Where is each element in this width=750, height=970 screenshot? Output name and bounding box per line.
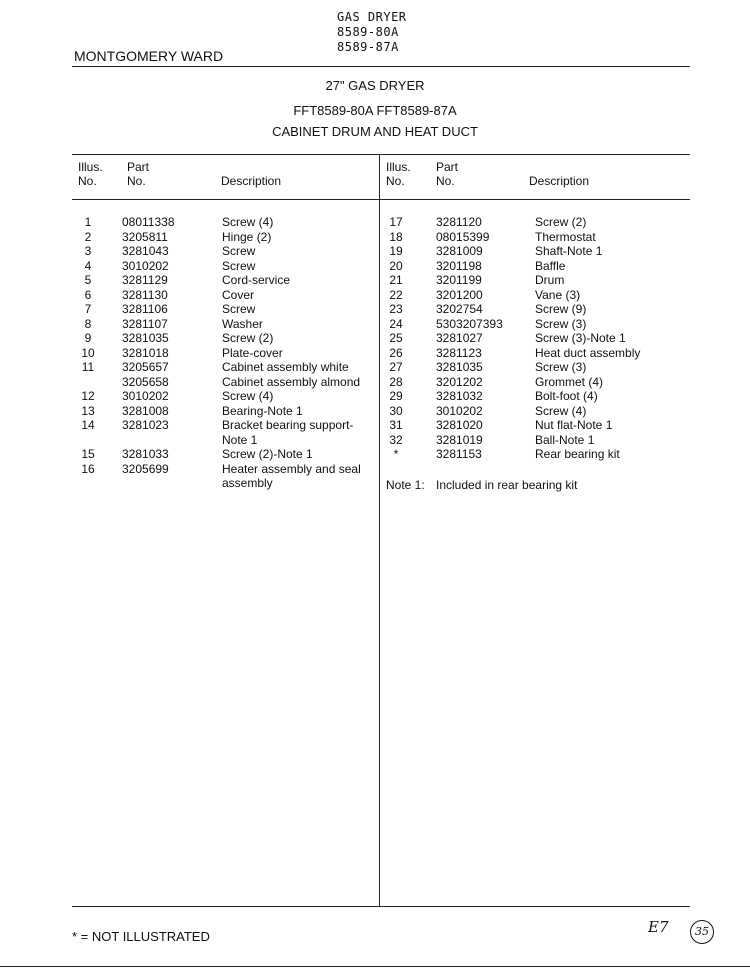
part-description: Screw <box>222 258 256 273</box>
part-number: 3281009 <box>436 244 483 258</box>
part-description: Bearing-Note 1 <box>222 403 303 418</box>
table-row <box>386 447 686 462</box>
part-number: 3205699 <box>122 461 169 476</box>
illus-number: 18 <box>389 229 403 244</box>
part-number: 3281032 <box>436 389 483 403</box>
part-description: Bolt-foot (4) <box>535 389 598 403</box>
illus-number: 32 <box>389 432 403 447</box>
illus-number: 22 <box>389 287 403 302</box>
illus-number: 20 <box>389 258 403 273</box>
part-number: 3281019 <box>436 432 483 447</box>
illus-number: 24 <box>389 316 403 331</box>
table-row <box>78 244 378 259</box>
part-description: Nut flat-Note 1 <box>535 418 613 432</box>
table-row <box>78 462 378 491</box>
part-number: 3281018 <box>122 345 169 360</box>
part-description: Drum <box>535 273 565 287</box>
illus-number: 1 <box>84 215 92 229</box>
part-number: 3201202 <box>436 374 483 389</box>
column-divider <box>379 154 380 906</box>
part-description: Shaft-Note 1 <box>535 244 603 258</box>
left-description-header: Description <box>221 174 282 188</box>
table-row <box>386 273 686 288</box>
table-row <box>78 317 378 332</box>
illus-number: 27 <box>389 360 403 374</box>
illus-number: 26 <box>389 345 403 360</box>
part-number: 5303207393 <box>436 316 503 331</box>
illus-number: 25 <box>389 331 403 345</box>
table-row <box>78 288 378 303</box>
part-number: 3281033 <box>122 447 169 461</box>
right-description-header: Description <box>529 174 590 188</box>
part-number: 3201199 <box>436 273 482 287</box>
part-number: 3281129 <box>122 273 168 287</box>
part-number: 3281130 <box>122 287 168 302</box>
code-line-1: GAS DRYER <box>337 10 407 24</box>
part-description: Rear bearing kit <box>535 447 620 461</box>
part-number: 3281008 <box>122 403 169 418</box>
part-number: 3281035 <box>122 331 169 345</box>
table-row <box>386 433 686 448</box>
table-bottom-rule <box>72 906 690 907</box>
illus-number: 21 <box>389 273 403 287</box>
note-1-label: Note 1: <box>386 478 425 492</box>
table-header-rule <box>72 199 690 200</box>
part-number: 3281020 <box>436 418 483 432</box>
handwritten-page-mark: E7 <box>648 918 669 936</box>
illus-number: 11 <box>81 360 95 374</box>
part-number: 3201198 <box>436 258 482 273</box>
illus-number: 29 <box>389 389 403 403</box>
left-parts-list <box>78 215 378 491</box>
illus-number: 31 <box>389 418 403 432</box>
illus-number: 13 <box>81 403 95 418</box>
brand-name: MONTGOMERY WARD <box>74 48 224 64</box>
table-top-rule <box>72 154 690 155</box>
part-number: 3281153 <box>436 447 482 461</box>
illus-number: * <box>393 447 399 461</box>
part-number: 3281035 <box>436 360 483 374</box>
part-description: Bracket bearing support-Note 1 <box>222 418 354 447</box>
illus-number: 10 <box>81 345 95 360</box>
part-number: 3281023 <box>122 418 169 432</box>
part-description: Screw <box>222 244 256 258</box>
section-title: CABINET DRUM AND HEAT DUCT <box>272 124 478 139</box>
part-number: 3205658 <box>122 374 169 389</box>
illus-number: 23 <box>389 302 403 316</box>
page-stamp: 35 <box>690 920 714 944</box>
right-part-header: Part No. <box>436 160 459 188</box>
table-row <box>78 273 378 288</box>
part-description: Baffle <box>535 258 566 273</box>
table-row <box>78 331 378 346</box>
table-row <box>386 288 686 303</box>
part-description: Washer <box>222 316 263 331</box>
part-number: 3281027 <box>436 331 483 345</box>
part-number: 3010202 <box>122 258 169 273</box>
part-number: 3010202 <box>436 403 483 418</box>
table-row <box>386 215 686 230</box>
part-number: 3201200 <box>436 287 483 302</box>
right-parts-list <box>386 215 686 462</box>
table-row <box>78 302 378 317</box>
part-description: Screw <box>222 302 256 316</box>
table-row <box>78 215 378 230</box>
table-row <box>386 230 686 245</box>
table-row <box>386 360 686 375</box>
part-description: Screw (3) <box>535 316 587 331</box>
model-code-block <box>337 10 407 55</box>
part-description: Cord-service <box>222 273 291 287</box>
illus-number: 3 <box>84 244 92 258</box>
illus-number: 30 <box>389 403 403 418</box>
table-row <box>78 375 378 390</box>
right-illus-header: Illus. No. <box>386 160 411 188</box>
part-description: Screw (2)-Note 1 <box>222 447 313 461</box>
table-row <box>78 418 378 447</box>
note-1-text: Included in rear bearing kit <box>436 478 578 492</box>
part-number: 3281107 <box>122 316 168 331</box>
part-description: Hinge (2) <box>222 229 272 244</box>
table-row <box>386 375 686 390</box>
table-row <box>386 404 686 419</box>
part-number: 08015399 <box>436 229 490 244</box>
part-number: 3281106 <box>122 302 168 316</box>
table-row <box>386 259 686 274</box>
part-description: Screw (3) <box>535 360 587 374</box>
part-description: Heater assembly and seal assembly <box>222 461 361 490</box>
illus-number: 12 <box>81 389 95 403</box>
part-number: 3281043 <box>122 244 169 258</box>
table-row <box>386 302 686 317</box>
model-numbers: FFT8589-80A FFT8589-87A <box>293 103 457 118</box>
left-illus-header: Illus. No. <box>78 160 103 188</box>
table-row <box>78 447 378 462</box>
part-description: Cover <box>222 287 255 302</box>
illus-number: 5 <box>84 273 92 287</box>
illus-number: 8 <box>84 316 92 331</box>
illus-number: 19 <box>389 244 403 258</box>
part-description: Vane (3) <box>535 287 581 302</box>
table-row <box>78 259 378 274</box>
part-number: 3205811 <box>122 229 168 244</box>
part-number: 08011338 <box>122 215 175 229</box>
part-description: Grommet (4) <box>535 374 604 389</box>
code-line-3: 8589-87A <box>337 40 399 54</box>
part-description: Screw (2) <box>222 331 274 345</box>
table-row <box>78 230 378 245</box>
part-description: Screw (4) <box>222 389 274 403</box>
table-row <box>386 317 686 332</box>
part-number: 3281120 <box>436 215 482 229</box>
table-row <box>78 360 378 375</box>
part-number: 3202754 <box>436 302 483 316</box>
illus-number: 4 <box>84 258 92 273</box>
illus-number: 14 <box>81 418 95 432</box>
part-description: Cabinet assembly almond <box>222 374 361 389</box>
table-row <box>386 418 686 433</box>
illus-number: 6 <box>84 287 92 302</box>
illus-number: 16 <box>81 461 95 476</box>
part-description: Screw (9) <box>535 302 587 316</box>
illus-number: 15 <box>81 447 95 461</box>
bottom-edge-rule <box>0 966 750 967</box>
part-number: 3010202 <box>122 389 169 403</box>
code-line-2: 8589-80A <box>337 25 399 39</box>
part-description: Cabinet assembly white <box>222 360 349 374</box>
part-description: Screw (3)-Note 1 <box>535 331 626 345</box>
table-row <box>386 346 686 361</box>
part-number: 3281123 <box>436 345 482 360</box>
table-row <box>78 389 378 404</box>
part-number: 3205657 <box>122 360 169 374</box>
table-row <box>386 244 686 259</box>
part-description: Heat duct assembly <box>535 345 641 360</box>
table-row <box>386 389 686 404</box>
top-rule <box>72 66 690 67</box>
part-description: Plate-cover <box>222 345 283 360</box>
table-row <box>386 331 686 346</box>
illus-number: 28 <box>389 374 403 389</box>
not-illustrated-legend: * = NOT ILLUSTRATED <box>72 929 210 944</box>
illus-number: 7 <box>84 302 92 316</box>
page-title: 27" GAS DRYER <box>325 78 425 93</box>
left-part-header: Part No. <box>127 160 150 188</box>
part-description: Thermostat <box>535 229 596 244</box>
illus-number: 2 <box>84 229 92 244</box>
part-description: Screw (4) <box>535 403 587 418</box>
table-row <box>78 346 378 361</box>
part-description: Screw (2) <box>535 215 587 229</box>
illus-number: 9 <box>84 331 92 345</box>
part-description: Screw (4) <box>222 215 274 229</box>
part-description: Ball-Note 1 <box>535 432 595 447</box>
illus-number: 17 <box>389 215 403 229</box>
table-row <box>78 404 378 419</box>
